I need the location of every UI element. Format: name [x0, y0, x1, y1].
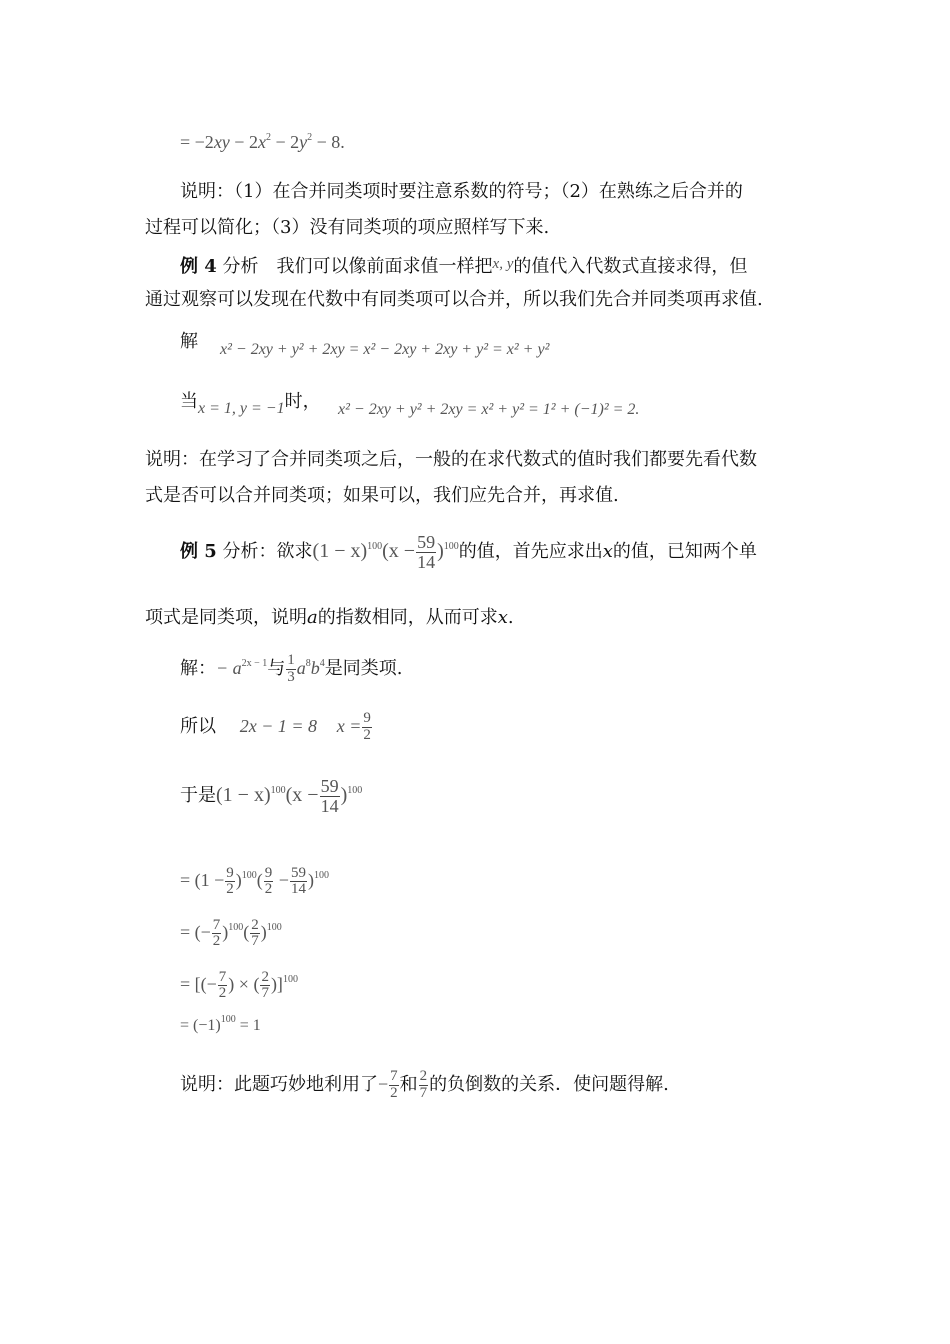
eq-var: xy [213, 132, 230, 152]
ex5-text: 和 [399, 1074, 418, 1095]
ex5-monomial: a [296, 658, 306, 678]
ex5-exponent: 100 [367, 541, 383, 552]
ex4-when-text: 时， [284, 391, 321, 412]
note1-line1: 说明：（1）在合并同类项时要注意系数的符号；（2）在熟练之后合并的 [180, 181, 743, 202]
ex5-exponent: 100 [443, 541, 459, 552]
ex5-fraction-59-14: $\frac{59}{14}$ [290, 864, 306, 898]
ex4-when-text: 当 [180, 391, 198, 412]
ex5-fraction-9-2: $\frac{9}{2}$ [226, 864, 234, 898]
eq-part: − 2 [229, 132, 258, 152]
ex5-fraction-7-2: $\frac{7}{2}$ [212, 916, 221, 950]
ex5-step3: = [(− $\frac{7}{2}$ ) × ( $\frac{2}{7}$ )]$^{100}$ [180, 968, 298, 1002]
ex4-note-line2: 式是否可以合并同类项；如果可以，我们应先合并，再求值. [145, 485, 619, 506]
eq-part: = −2 [180, 132, 214, 152]
ex5-text: 项式是同类项，说明 [145, 607, 307, 628]
ex5-text: 所以 [180, 716, 216, 737]
ex4-solution-equation: x² − 2xy + y² + 2xy = x² − 2xy + 2xy + y² = x² + y² [220, 341, 550, 358]
ex4-label: 例 4 [180, 256, 217, 277]
eq-part: − 2 [270, 132, 300, 152]
ex5-text: 解： [180, 658, 216, 679]
ex5-step4: = $(-1)^{100} = 1$ [180, 1014, 261, 1034]
ex5-exponent: 100 [347, 785, 363, 796]
eq-part: − 8. [312, 132, 345, 152]
ex5-exponent: 4 [319, 658, 325, 669]
ex5-fraction-1-3: $\frac{1}{3}$ [287, 651, 295, 685]
ex5-text: 与 [267, 658, 286, 679]
ex5-fraction-9-2: $\frac{9}{2}$ [363, 709, 371, 743]
ex5-analysis-line1 [180, 528, 757, 580]
ex5-equation: x = [336, 716, 362, 736]
ex5-var: x [497, 607, 508, 628]
ex5-fraction-2-7: $\frac{2}{7}$ [251, 916, 259, 950]
eq-var: y [299, 132, 308, 152]
ex5-fraction-9-2: $\frac{9}{2}$ [264, 864, 273, 898]
ex4-text: 的值代入代数式直接求得，但 [513, 256, 748, 277]
ex5-text: 的值，首先应求出 [458, 541, 603, 562]
ex5-so-line [180, 706, 373, 747]
ex5-exponent: 2x − 1 [241, 658, 268, 669]
ex5-expr: (x − [382, 540, 416, 562]
ex4-analysis-line2: 通过观察可以发现在代数中有同类项可以合并，所以我们先合并同类项再求值. [145, 289, 763, 310]
ex5-fraction-2-7: $\frac{2}{7}$ [261, 968, 269, 1002]
ex5-text: 的值，已知两个单 [612, 541, 757, 562]
ex4-analysis-line1 [180, 252, 747, 279]
ex5-exponent: 8 [305, 658, 311, 669]
ex5-text: 于是 [180, 785, 216, 806]
ex5-label: 例 5 [180, 541, 217, 562]
ex5-var: x [602, 541, 613, 562]
ex4-when-line [180, 390, 321, 421]
ex5-expr: (1 − x) [216, 784, 271, 806]
ex5-solution-line [180, 648, 403, 689]
ex5-var: a [307, 607, 318, 628]
ex5-text: 的指数相同，从而可求 [317, 607, 498, 628]
ex5-text: 的负倒数的关系．使问题得解. [429, 1074, 669, 1095]
ex5-text: 说明：此题巧妙地利用了 [180, 1074, 378, 1095]
ex5-expr: (x − [285, 784, 319, 806]
ex4-when-equation: x² − 2xy + y² + 2xy = x² + y² = 1² + (−1)² = 2. [338, 401, 640, 418]
ex4-note-line1: 说明：在学习了合并同类项之后，一般的在求代数式的值时我们都要先看代数 [145, 449, 757, 470]
ex5-note: 说明：此题巧妙地利用了− $\frac{7}{2}$ 和 $\frac{2}{7}$ 的负倒数的关系．使问题得解. [180, 1067, 669, 1101]
ex5-fraction-59-14: $\frac{59}{14}$ [320, 775, 339, 816]
ex5-fraction-7-2: $\frac{7}{2}$ [218, 968, 227, 1002]
ex5-monomial: − a [216, 658, 242, 678]
ex5-fraction-2-7: $\frac{2}{7}$ [419, 1067, 428, 1101]
equation-continuation [180, 130, 345, 154]
ex4-condition: x = 1, y = −1 [198, 400, 285, 417]
note1-line2: 过程可以简化；（3）没有同类项的项应照样写下来. [145, 217, 550, 238]
ex5-equation: 2x − 1 = 8 [239, 716, 318, 736]
ex5-monomial: b [310, 658, 320, 678]
ex5-text: 是同类项. [324, 658, 403, 679]
ex4-text: 分析 我们可以像前面求值一样把 [222, 256, 493, 277]
ex5-fraction-7-2: $\frac{7}{2}$ [390, 1067, 398, 1101]
eq-exponent: 2 [265, 132, 271, 143]
ex5-step2: = (− $\frac{7}{2}$ )$^{100}$( $\frac{2}{7}$ )$^{100}$ [180, 916, 282, 950]
eq-var: x [257, 132, 266, 152]
ex5-text: . [507, 607, 514, 628]
ex5-analysis-line2 [145, 606, 514, 630]
ex5-exponent: 100 [270, 785, 286, 796]
ex5-step1: = (1 − $\frac{9}{2}$ )$^{100}$( $\frac{9}{2}$ − $\frac{59}{14}$ )$^{100}$ [180, 864, 329, 898]
ex5-fraction-59-14: $\frac{59}{14}$ [417, 531, 436, 572]
eq-exponent: 2 [307, 132, 313, 143]
ex5-expr: ) [340, 784, 348, 806]
ex4-vars: x, y [492, 256, 514, 272]
ex5-expr: ) [437, 540, 444, 562]
ex4-solution-label: 解 [180, 331, 198, 352]
ex5-text: 分析：欲求 [222, 541, 313, 562]
ex5-then-line [180, 772, 362, 819]
ex5-expr: (1 − x) [312, 540, 368, 562]
